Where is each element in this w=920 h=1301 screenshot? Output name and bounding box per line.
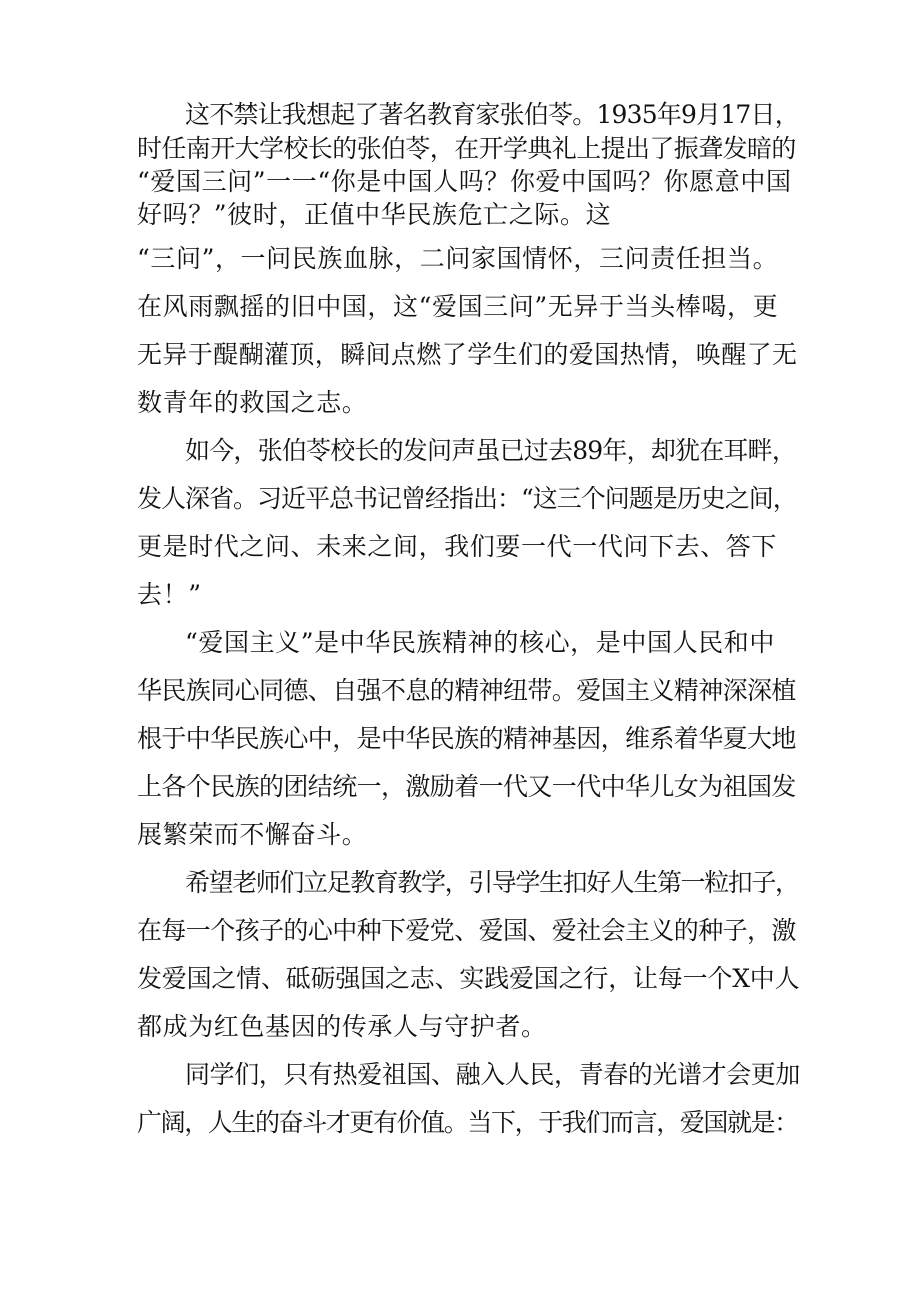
text-line: 都成为红色基因的传承人与守护者。 xyxy=(137,1012,547,1041)
text-line: “爱国三问”一一“你是中国人吗？你爱中国吗？你愿意中国 xyxy=(137,167,792,196)
text-line: 发爱国之情、砥砺强国之志、实践爱国之行，让每一个X中人 xyxy=(137,964,800,993)
text-line: 好吗？”彼时，正值中华民族危亡之际。这 xyxy=(137,200,612,229)
text-line: 广阔，人生的奋斗才更有价值。当下，于我们而言，爱国就是： xyxy=(137,1108,798,1137)
text-line: 去！” xyxy=(137,580,202,609)
text-line: 华民族同心同德、自强不息的精神纽带。爱国主义精神深深植 xyxy=(137,676,796,705)
text-line: 时任南开大学校长的张伯苓，在开学典礼上提出了振聋发暗的 xyxy=(137,134,796,163)
text-line: 根于中华民族心中，是中华民族的精神基因，维系着华夏大地 xyxy=(137,724,796,753)
text-line: 这不禁让我想起了著名教育家张伯苓。1935年9月17日， xyxy=(185,100,799,129)
text-line: 在每一个孩子的心中种下爱党、爱国、爱社会主义的种子，激 xyxy=(137,916,796,945)
text-line: 在风雨飘摇的旧中国，这“爱国三问”无异于当头棒喝，更 xyxy=(137,292,779,321)
text-line: 发人深省。习近平总书记曾经指出：“这三个问题是历史之间， xyxy=(137,484,797,513)
text-line: 同学们，只有热爱祖国、融入人民，青春的光谱才会更加 xyxy=(185,1060,801,1089)
text-line: 无异于醍醐灌顶，瞬间点燃了学生们的爱国热情，唤醒了无 xyxy=(137,340,798,369)
text-line: 数青年的救国之志。 xyxy=(137,388,368,417)
text-line: 希望老师们立足教育教学，引导学生扣好人生第一粒扣子， xyxy=(185,868,799,897)
text-line: 如今，张伯苓校长的发问声虽已过去89年，却犹在耳畔， xyxy=(185,436,797,465)
text-line: 更是时代之问、未来之间，我们要一代一代问下去、答下 xyxy=(137,532,778,561)
text-line: 展繁荣而不懈奋斗。 xyxy=(137,820,368,849)
text-line: “爱国主义”是中华民族精神的核心，是中国人民和中 xyxy=(185,628,775,657)
text-line: 上各个民族的团结统一，激励着一代又一代中华儿女为祖国发 xyxy=(137,772,796,801)
text-line: “三问”，一问民族血脉，二问家国情怀，三问责任担当。 xyxy=(137,244,779,273)
